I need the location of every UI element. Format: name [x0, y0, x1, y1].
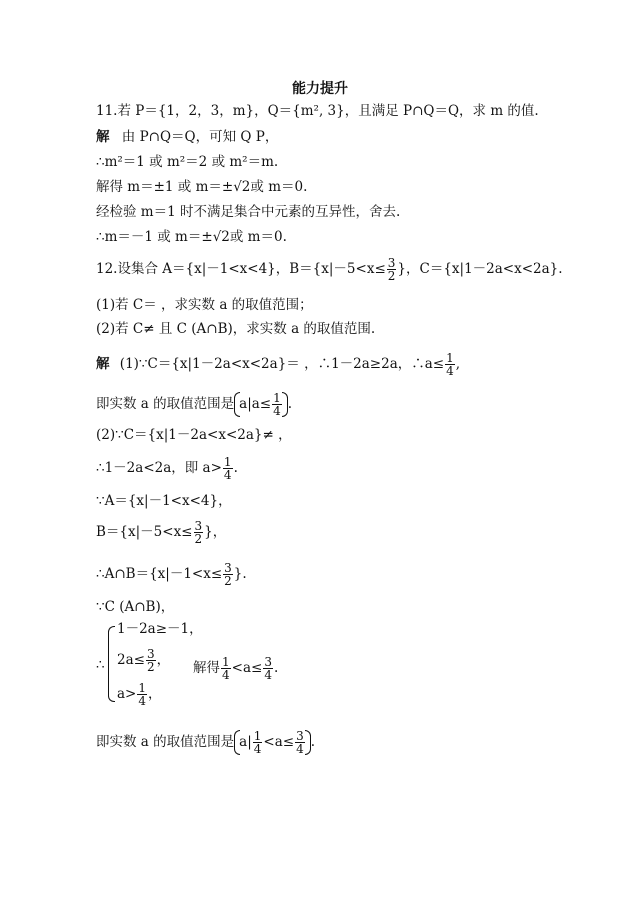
q11-sol-line-4: 经检验 m＝1 时不满足集合中元素的互异性，舍去. — [96, 204, 401, 220]
fraction — [272, 392, 282, 417]
frac-den: 4 — [296, 742, 304, 756]
frac-num: 3 — [296, 729, 304, 743]
set-mid: <a≤ — [263, 734, 295, 750]
q11-sol-5c: 或 m＝0. — [229, 229, 287, 245]
q11-sol-text-1: 由 P∩Q＝Q，可知 Q P， — [121, 129, 279, 145]
q12-stem-b: }，C＝{x|1－2a<x<2a}. — [397, 261, 563, 277]
q12-stem-a: 12.设集合 A＝{x|－1<x<4}，B＝{x|－5<x≤ — [96, 261, 386, 277]
q12-s4-end: . — [233, 460, 238, 476]
frac-num: 3 — [146, 647, 155, 661]
fraction — [295, 730, 305, 755]
fraction — [194, 520, 204, 545]
frac-num: 1 — [253, 729, 262, 743]
set-content: a| — [239, 734, 252, 750]
q12-final-line — [96, 730, 315, 755]
frac-num: 3 — [387, 256, 396, 270]
q12-part-2: (2)若 C≠ 且 C (A∩B)，求实数 a 的取值范围. — [96, 321, 376, 337]
frac-den: 2 — [146, 660, 155, 674]
q11-sol-line-5 — [96, 228, 287, 246]
sys-3a: a> — [117, 686, 137, 702]
frac-num: 3 — [224, 561, 232, 575]
q11-sol-line-1 — [96, 128, 278, 146]
system-brace — [108, 626, 115, 702]
sys-2a: 2a≤ — [117, 652, 145, 668]
q12-final-a: 即实数 a 的取值范围是 — [96, 734, 235, 750]
q11-sol-3c: 或 m＝0. — [250, 179, 308, 195]
q11-sol-5a: ∴m＝－1 或 m＝± — [96, 229, 213, 245]
solution-label: 解 — [96, 356, 110, 372]
frac-num: 3 — [264, 655, 272, 669]
therefore-symbol: ∴ — [96, 657, 105, 673]
fraction — [253, 730, 263, 755]
q12-s7-end: }. — [233, 566, 247, 582]
frac-num: 1 — [446, 351, 454, 365]
set-braces — [234, 730, 311, 755]
sys-2end: ， — [156, 652, 171, 668]
q12-sol-line-5: ∵A＝{x|－1<x<4}， — [96, 493, 232, 509]
frac-den: 2 — [387, 269, 396, 283]
frac-den: 4 — [222, 668, 230, 682]
q12-sol-line-2 — [96, 392, 292, 417]
frac-num: 1 — [273, 391, 281, 405]
q11-sol-line-3 — [96, 178, 307, 196]
frac-den: 4 — [253, 742, 262, 756]
fraction — [263, 656, 273, 681]
q11-sol-line-2: ∴m²＝1 或 m²＝2 或 m²＝m. — [96, 154, 279, 170]
q12-s4-a: ∴1－2a<2a，即 a> — [96, 460, 222, 476]
solve-end: . — [273, 660, 279, 676]
q12-s6-end: }， — [204, 524, 227, 540]
solve-result — [193, 656, 278, 681]
system-row-3 — [117, 682, 162, 707]
frac-den: 4 — [223, 468, 232, 482]
fraction — [223, 562, 233, 587]
fraction — [137, 682, 147, 707]
system-row-1: 1－2a≥－1， — [117, 621, 203, 637]
q11-sqrt-2: √2 — [233, 179, 251, 195]
q12-s6-a: B＝{x|－5<x≤ — [96, 524, 193, 540]
solution-label: 解 — [96, 129, 110, 145]
q12-sol-line-3: (2)∵C＝{x|1－2a<x<2a}≠ ， — [96, 427, 292, 443]
frac-den: 4 — [264, 668, 272, 682]
q12-sol-line-6 — [96, 520, 226, 545]
set-braces — [234, 392, 288, 417]
system-row-2 — [117, 648, 170, 673]
q12-final-end: . — [310, 734, 315, 750]
q11-sqrt-2b: √2 — [212, 229, 230, 245]
q12-sol-line-4 — [96, 456, 238, 481]
frac-den: 4 — [446, 364, 454, 378]
frac-den: 2 — [224, 574, 232, 588]
fraction — [146, 648, 156, 673]
fraction — [445, 352, 455, 377]
frac-num: 1 — [222, 655, 230, 669]
fraction — [387, 257, 397, 282]
q12-sol-line-1 — [96, 352, 460, 377]
frac-den: 4 — [273, 404, 281, 418]
q12-part-1: (1)若 C＝ ，求实数 a 的取值范围； — [96, 297, 313, 313]
q12-stem — [96, 257, 563, 282]
frac-num: 1 — [138, 681, 147, 695]
frac-num: 1 — [223, 455, 232, 469]
q12-s1-a: (1)∵C＝{x|1－2a<x<2a}＝ ，∴1－2a≥2a，∴a≤ — [119, 356, 445, 372]
frac-den: 4 — [138, 694, 147, 708]
q12-sol-line-8: ∵C (A∩B)， — [96, 599, 175, 615]
solve-mid: <a≤ — [231, 660, 263, 676]
q11-sol-3a: 解得 m＝±1 或 m＝± — [96, 179, 234, 195]
q12-s2-end: . — [287, 396, 293, 412]
q12-s7-a: ∴A∩B＝{x|－1<x≤ — [96, 566, 223, 582]
q12-sol-line-7 — [96, 562, 247, 587]
q12-s2-a: 即实数 a 的取值范围是 — [96, 396, 235, 412]
solve-label: 解得 — [193, 660, 220, 676]
q12-s1-end: , — [455, 356, 461, 372]
q11-stem: 11.若 P＝{1，2，3，m}，Q＝{m², 3}，且满足 P∩Q＝Q，求 m 的值. — [96, 103, 539, 119]
sys-3end: ， — [148, 686, 162, 702]
fraction — [223, 456, 233, 481]
frac-num: 3 — [194, 519, 203, 533]
section-title: 能力提升 — [292, 81, 348, 97]
set-content: a|a≤ — [239, 396, 272, 412]
fraction — [221, 656, 231, 681]
frac-den: 2 — [194, 532, 203, 546]
